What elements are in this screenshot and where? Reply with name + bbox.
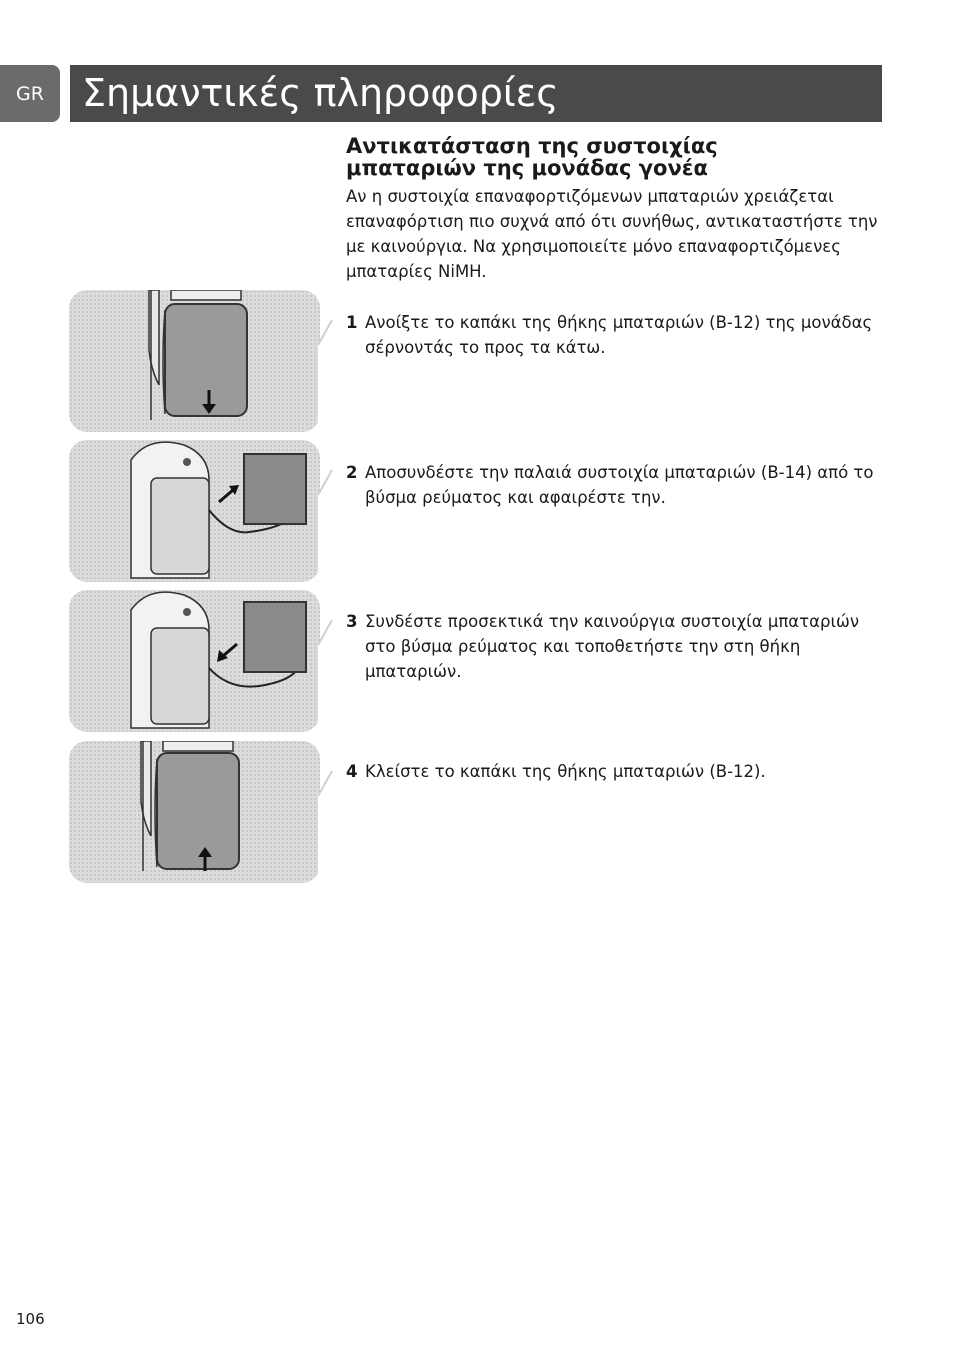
step-3-text: Συνδέστε προσεκτικά την καινούργια συστοιχία μπαταριών στο βύσμα ρεύματος και τοποθετήστε την στη θήκη μπαταριών. — [365, 612, 860, 681]
intro-paragraph: Αν η συστοιχία επαναφορτιζόμενων μπαταριών χρειάζεται επαναφόρτιση πιο συχνά από ότι συνήθως, αντικαταστήστε την με καινούργια. Να χρησιμοποιείτε μόνο επαναφορτιζόμενες μπαταρίες NiMH. — [346, 187, 878, 281]
step-2-illustration — [69, 440, 320, 582]
arrow-out-icon — [219, 485, 239, 502]
step-2-pointer — [318, 440, 334, 582]
step-1-illustration — [69, 290, 320, 432]
open-cover-illustration — [69, 290, 320, 432]
step-1-number: 1 — [346, 313, 358, 332]
step-4 — [346, 759, 886, 784]
step-2 — [346, 460, 886, 510]
step-1-text: Ανοίξτε το καπάκι της θήκης μπαταριών (B-12) της μονάδας σέρνοντάς το προς τα κάτω. — [365, 313, 873, 357]
step-2-text: Αποσυνδέστε την παλαιά συστοιχία μπαταριών (B-14) από το βύσμα ρεύματος και αφαιρέστε την. — [365, 463, 874, 507]
arrow-in-icon — [217, 644, 237, 662]
remove-battery-illustration — [69, 440, 320, 582]
step-3-pointer — [318, 590, 334, 732]
step-2-number: 2 — [346, 463, 358, 482]
step-4-text: Κλείστε το καπάκι της θήκης μπαταριών (B-12). — [365, 762, 766, 781]
step-3 — [346, 609, 886, 684]
step-4-number: 4 — [346, 762, 358, 781]
page-number: 106 — [16, 1310, 45, 1328]
page-header-title: Σημαντικές πληροφορίες — [70, 65, 882, 122]
section-title-line2: μπαταριών της μονάδας γονέα — [346, 156, 708, 180]
step-4-illustration — [69, 741, 320, 883]
language-tab: GR — [0, 65, 60, 122]
close-cover-illustration — [69, 741, 320, 883]
step-4-pointer — [318, 741, 334, 883]
step-3-illustration — [69, 590, 320, 732]
step-1 — [346, 310, 886, 360]
insert-battery-illustration — [69, 590, 320, 732]
step-3-number: 3 — [346, 612, 358, 631]
step-1-pointer — [318, 290, 334, 432]
section-title — [346, 135, 886, 179]
section-title-line1: Αντικατάσταση της συστοιχίας — [346, 134, 718, 158]
